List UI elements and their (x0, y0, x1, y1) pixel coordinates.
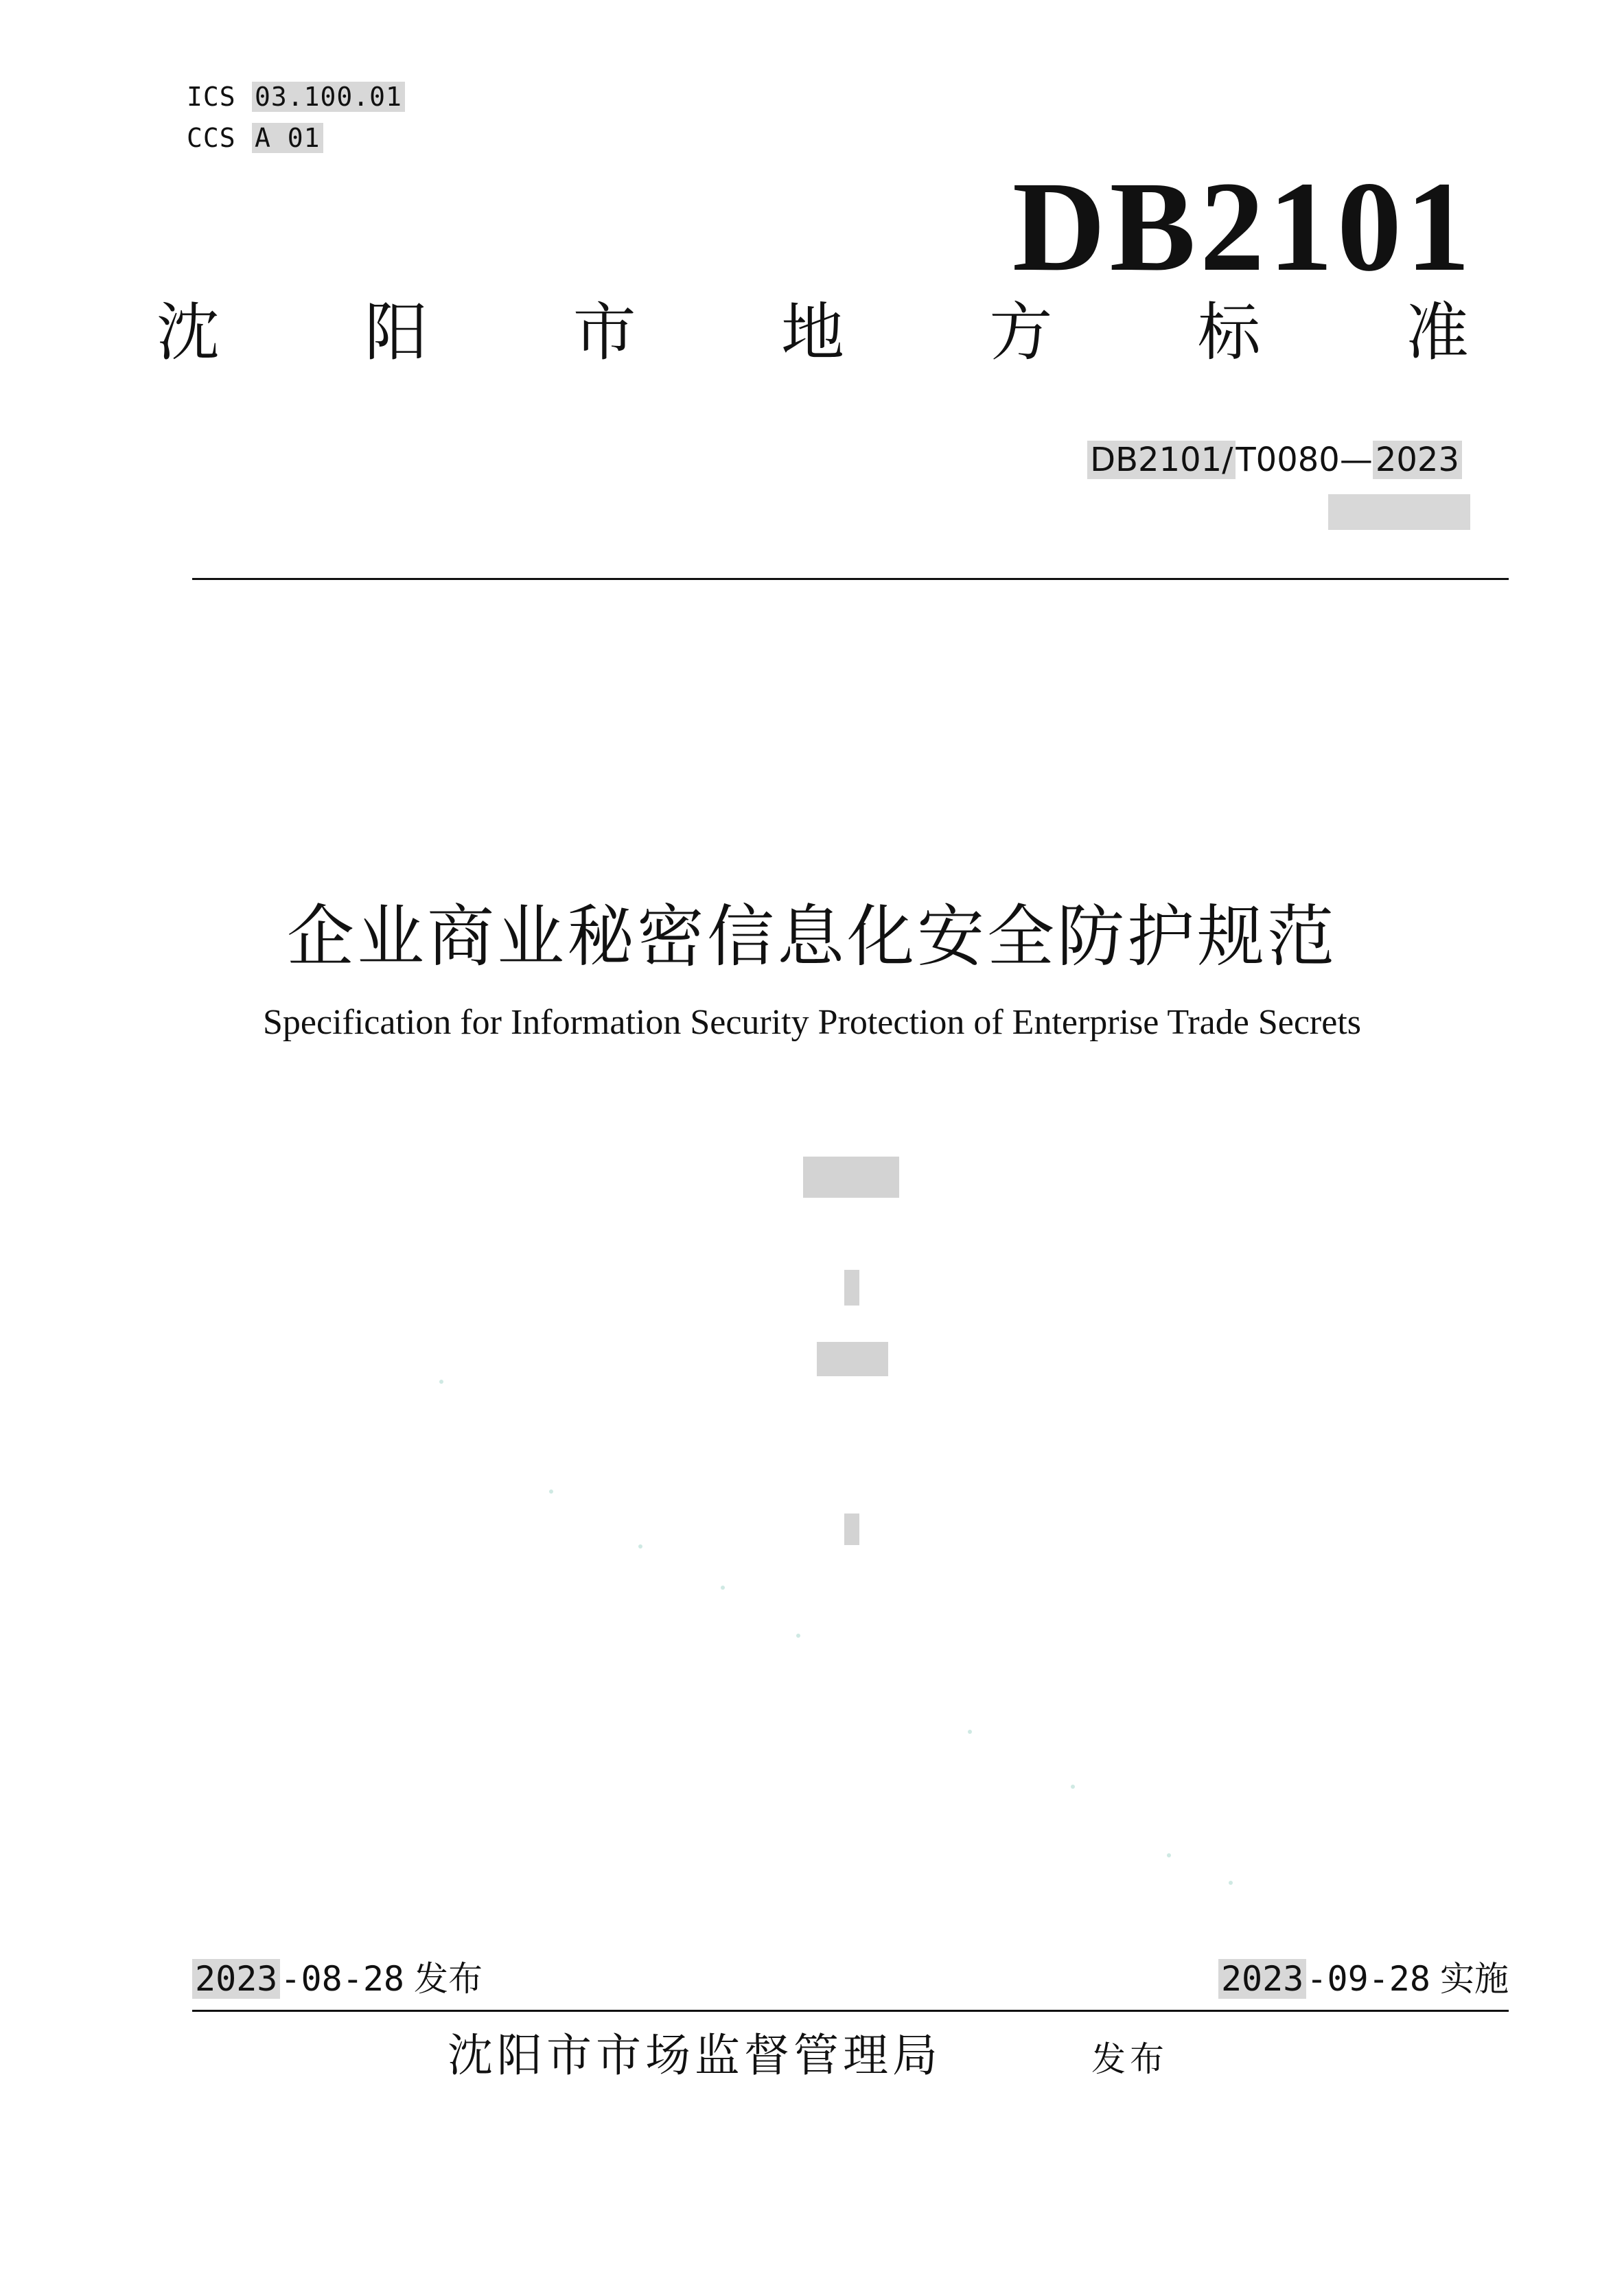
bottom-divider (192, 2010, 1509, 2012)
watermark-speck (638, 1544, 642, 1549)
watermark-speck (439, 1380, 443, 1384)
document-title-cn: 企业商业秘密信息化安全防护规范 (286, 898, 1337, 976)
issuing-authority: 沈阳市市场监督管理局 (448, 2029, 942, 2082)
standard-type-title (156, 295, 1469, 371)
watermark-speck (721, 1586, 725, 1590)
watermark-speck (968, 1730, 972, 1734)
ccs-label: CCS (187, 123, 236, 153)
effective-date (1218, 1956, 1509, 2002)
standard-number-dash: — (1339, 441, 1373, 479)
effective-label: 实施 (1440, 1959, 1509, 1999)
publish-label: 发布 (414, 1959, 483, 1999)
standard-type-char: 准 (1405, 296, 1469, 369)
top-divider (192, 578, 1509, 580)
watermark-speck (549, 1489, 553, 1494)
ics-label: ICS (187, 82, 236, 112)
ccs-classification (187, 119, 323, 156)
ics-classification (187, 78, 405, 115)
effective-year: 2023 (1218, 1959, 1306, 1999)
standard-type-char: 标 (1197, 296, 1261, 369)
standard-number-middle: T0080 (1236, 441, 1340, 479)
watermark-speck (1167, 1853, 1171, 1857)
publish-month-day: -08-28 (280, 1959, 405, 1999)
redaction-block (817, 1342, 888, 1376)
standard-type-char: 沈 (156, 296, 220, 369)
standard-number (1087, 439, 1462, 480)
redaction-block (1328, 494, 1470, 530)
redaction-block (803, 1157, 899, 1198)
standard-number-prefix: DB2101/ (1087, 441, 1236, 479)
redaction-block (844, 1514, 859, 1545)
watermark-speck (796, 1634, 800, 1638)
issuing-label: 发布 (1091, 2039, 1168, 2079)
publish-date (192, 1956, 483, 2002)
standard-type-char: 方 (989, 296, 1053, 369)
standard-number-year: 2023 (1373, 441, 1462, 479)
db-code: DB2101 (1012, 154, 1474, 298)
watermark-speck (1071, 1785, 1075, 1789)
standard-type-char: 阳 (364, 296, 428, 369)
watermark-speck (1229, 1881, 1233, 1885)
publish-year: 2023 (192, 1959, 280, 1999)
document-title-en: Specification for Information Security Protection of Enterprise Trade Secrets (262, 1003, 1361, 1042)
standard-type-char: 地 (780, 296, 844, 369)
effective-month-day: -09-28 (1306, 1959, 1430, 1999)
ics-code: 03.100.01 (252, 82, 405, 112)
redaction-block (844, 1270, 859, 1306)
ccs-code: A 01 (252, 123, 323, 153)
standard-type-char: 市 (572, 296, 636, 369)
